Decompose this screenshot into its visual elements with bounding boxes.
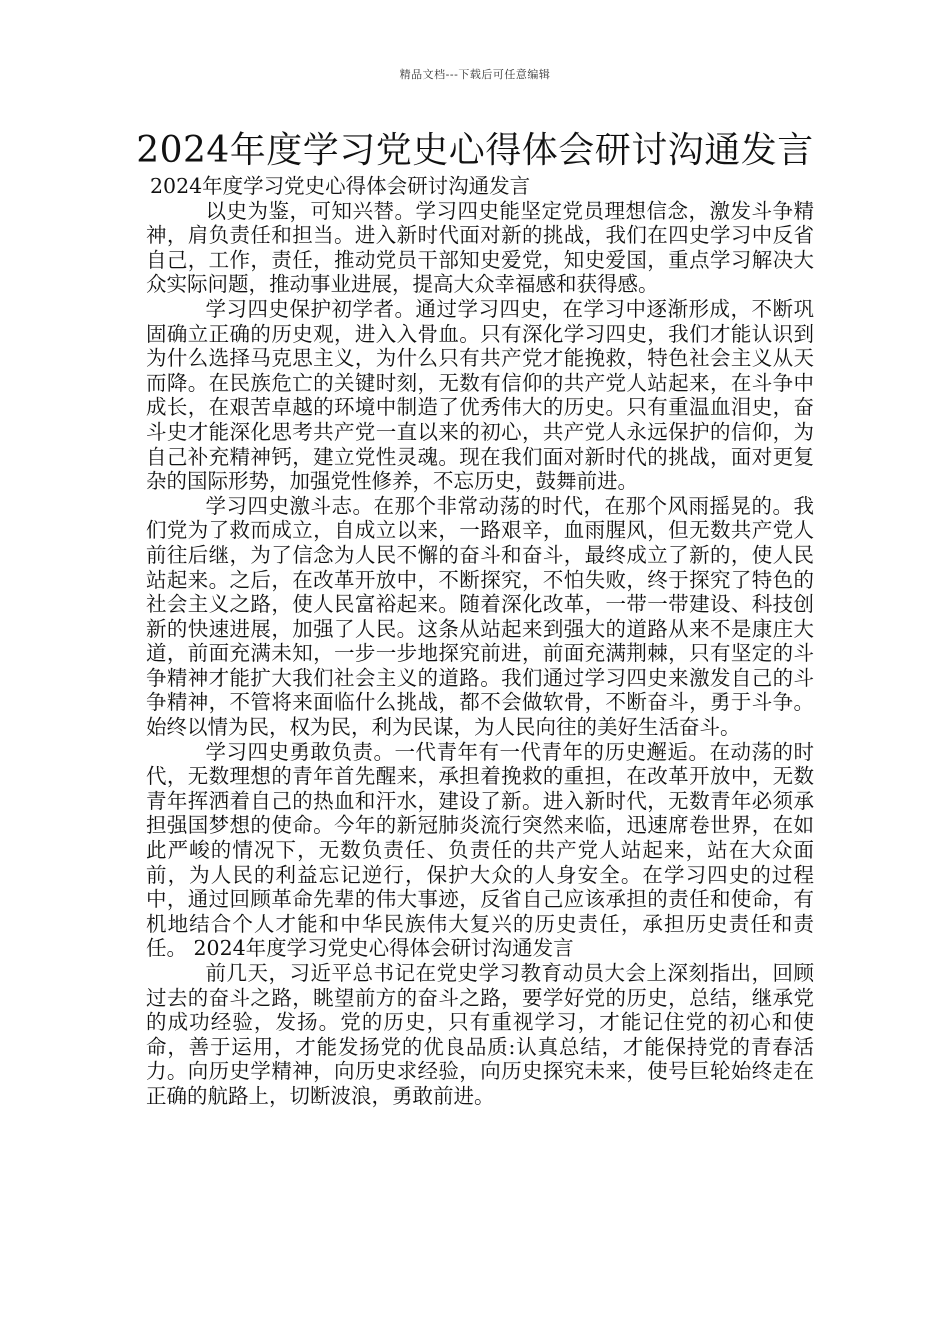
- document-title: 2024年度学习党史心得体会研讨沟通发言: [136, 130, 814, 171]
- paragraph-party-history-study: 前几天，习近平总书记在党史学习教育动员大会上深刻指出，回顾过去的奋斗之路，眺望前方的奋斗之路，要学好党的历史，总结，继承党的成功经验，发扬。党的历史，只有重视学习，才能记住党的初心和使命，善于运用，才能发扬党的优良品质:认真总结，才能保持党的青春活力。向历史学精神，向历史求经验，向历史探究未来，使号巨轮始终走在正确的航路上，切断波浪，勇敢前进。: [146, 961, 814, 1108]
- paragraph-protect-beginners: 学习四史保护初学者。通过学习四史，在学习中逐渐形成，不断巩固确立正确的历史观，进入入骨血。只有深化学习四史，我们才能认识到为什么选择马克思主义，为什么只有共产党才能挽救，特色社会主义从天而降。在民族危亡的关键时刻，无数有信仰的共产党人站起来，在斗争中成长，在艰苦卓越的环境中制造了优秀伟大的历史。只有重温血泪史，奋斗史才能深化思考共产党一直以来的初心，共产党人永远保护的信仰，为自己补充精神钙，建立党性灵魂。现在我们面对新时代的挑战，面对更复杂的国际形势，加强党性修养，不忘历史，鼓舞前进。: [146, 296, 814, 494]
- document-subtitle: 2024年度学习党史心得体会研讨沟通发言: [150, 174, 531, 198]
- paragraph-brave-responsibility: 学习四史勇敢负责。一代青年有一代青年的历史邂逅。在动荡的时代，无数理想的青年首先醒来，承担着挽救的重担，在改革开放中，无数青年挥洒着自己的热血和汗水，建设了新。进入新时代，无数青年必须承担强国梦想的使命。今年的新冠肺炎流行突然来临，迅速席卷世界，在如此严峻的情况下，无数负责任、负责任的共产党人站起来，站在大众面前，为人民的利益忘记逆行，保护大众的人身安全。在学习四史的过程中，通过回顾革命先辈的伟大事迹，反省自己应该承担的责任和使命，有机地结合个人才能和中华民族伟大复兴的历史责任，承担历史责任和责任。 2024年度学习党史心得体会研讨沟通发言: [146, 739, 814, 961]
- page-header-note: 精品文档---下载后可任意编辑: [399, 68, 551, 81]
- document-body: [146, 174, 814, 1109]
- paragraph-fighting-spirit: 学习四史激斗志。在那个非常动荡的时代，在那个风雨摇晃的。我们党为了救而成立，自成立以来，一路艰辛，血雨腥风，但无数共产党人前往后继，为了信念为人民不懈的奋斗和奋斗，最终成立了新的，使人民站起来。之后，在改革开放中，不断探究，不怕失败，终于探究了特色的社会主义之路，使人民富裕起来。随着深化改革，一带一带建设、科技创新的快速进展，加强了人民。这条从站起来到强大的道路从来不是康庄大道，前面充满未知，一步一步地探究前进，前面充满荆棘，只有坚定的斗争精神才能扩大我们社会主义的道路。我们通过学习四史来激发自己的斗争精神，不管将来面临什么挑战，都不会做软骨，不断奋斗，勇于斗争。始终以情为民，权为民，利为民谋，为人民向往的美好生活奋斗。: [146, 493, 814, 740]
- paragraph-history-mirror: 以史为鉴，可知兴替。学习四史能坚定党员理想信念，激发斗争精神，肩负责任和担当。进入新时代面对新的挑战，我们在四史学习中反省自己，工作，责任，推动党员干部知史爱党，知史爱国，重点学习解决大众实际问题，推动事业进展，提高大众幸福感和获得感。: [146, 198, 814, 297]
